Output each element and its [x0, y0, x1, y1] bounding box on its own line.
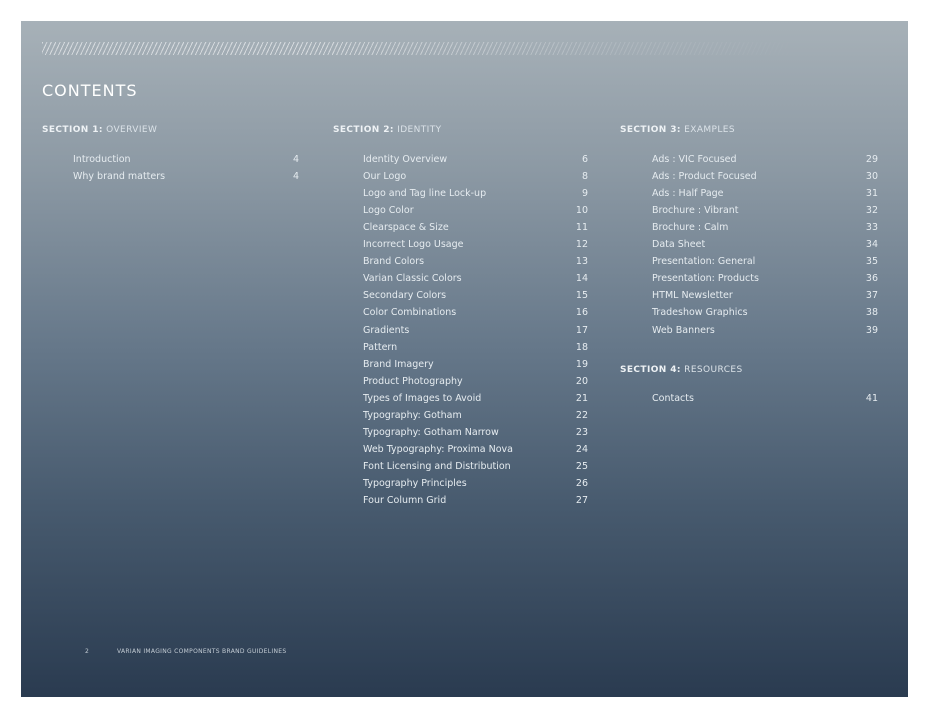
toc-entry-label: Gradients	[363, 324, 410, 336]
toc-entry[interactable]	[363, 270, 588, 287]
section-heading	[620, 125, 735, 135]
toc-entry-label: Contacts	[652, 393, 694, 404]
toc-entry-page-number: 4	[292, 154, 299, 165]
toc-entry-page-number: 34	[865, 239, 878, 251]
toc-entry[interactable]	[363, 322, 588, 339]
toc-entry-page-number: 6	[581, 154, 588, 165]
toc-entry[interactable]	[363, 441, 588, 458]
toc-entry-label: Product Photography	[363, 375, 463, 387]
toc-entry[interactable]	[363, 373, 588, 390]
toc-entry-label: Tradeshow Graphics	[652, 307, 748, 319]
toc-entry-label: Varian Classic Colors	[363, 273, 462, 285]
footer-document-title: VARIAN IMAGING COMPONENTS BRAND GUIDELINES	[117, 648, 287, 655]
toc-entry-page-number: 21	[575, 392, 588, 404]
toc-entry[interactable]	[363, 151, 588, 168]
toc-entry-page-number: 30	[865, 171, 878, 183]
toc-entry-page-number: 31	[865, 188, 878, 200]
toc-entry-page-number: 33	[865, 222, 878, 234]
section-heading	[333, 125, 442, 135]
toc-entry-page-number: 25	[575, 460, 588, 472]
toc-entry[interactable]	[363, 185, 588, 202]
toc-entry[interactable]	[652, 270, 878, 287]
toc-entry[interactable]	[363, 253, 588, 270]
toc-entry[interactable]	[363, 287, 588, 304]
toc-entry-page-number: 22	[575, 409, 588, 421]
toc-entry-label: Brochure : Calm	[652, 222, 729, 234]
toc-entry-page-number: 10	[575, 205, 588, 217]
section-number: SECTION 3:	[620, 125, 681, 135]
toc-entry-page-number: 19	[575, 358, 588, 370]
toc-entry-page-number: 23	[575, 426, 588, 438]
toc-entry[interactable]	[363, 304, 588, 321]
hatch-pattern-decoration	[42, 42, 802, 55]
toc-entry-page-number: 14	[575, 273, 588, 285]
toc-entry[interactable]	[363, 458, 588, 475]
toc-entry-page-number: 36	[865, 273, 878, 285]
section-name: IDENTITY	[397, 125, 442, 135]
toc-entry[interactable]	[363, 475, 588, 492]
toc-entry-page-number: 12	[575, 239, 588, 251]
toc-entry[interactable]	[363, 236, 588, 253]
toc-entry-label: Incorrect Logo Usage	[363, 239, 464, 251]
toc-entry-label: Brochure : Vibrant	[652, 205, 739, 217]
toc-entry[interactable]	[652, 304, 878, 321]
page-title: CONTENTS	[42, 81, 138, 100]
toc-entry[interactable]	[652, 168, 878, 185]
toc-entry-label: Typography: Gotham	[363, 409, 462, 421]
toc-entry-page-number: 38	[865, 307, 878, 319]
toc-entry[interactable]	[652, 185, 878, 202]
toc-entry[interactable]	[363, 424, 588, 441]
toc-entry-label: Brand Colors	[363, 256, 425, 268]
section-name: OVERVIEW	[106, 125, 158, 135]
toc-entry-page-number: 8	[581, 171, 588, 183]
toc-entry-label: Typography: Gotham Narrow	[363, 426, 499, 438]
toc-entry-page-number: 32	[865, 205, 878, 217]
toc-entry-label: Color Combinations	[363, 307, 457, 319]
toc-entry[interactable]	[363, 492, 588, 509]
footer-page-number: 2	[85, 648, 90, 655]
toc-entry[interactable]	[652, 236, 878, 253]
toc-entry-label: HTML Newsletter	[652, 290, 733, 302]
toc-entry-label: Pattern	[363, 341, 398, 353]
toc-entry[interactable]	[363, 202, 588, 219]
toc-entry-label: Web Typography: Proxima Nova	[363, 443, 513, 455]
toc-entry-label: Secondary Colors	[363, 290, 447, 302]
toc-entry[interactable]	[73, 151, 299, 168]
toc-entry-label: Our Logo	[363, 171, 407, 183]
section-number: SECTION 1:	[42, 125, 103, 135]
toc-entry-page-number: 41	[865, 393, 878, 404]
toc-entry[interactable]	[363, 407, 588, 424]
toc-entry-label: Ads : Half Page	[652, 188, 724, 200]
section-number: SECTION 4:	[620, 365, 681, 375]
toc-entry-label: Data Sheet	[652, 239, 706, 251]
toc-entry-label: Brand Imagery	[363, 358, 434, 370]
toc-entry-page-number: 26	[575, 477, 588, 489]
toc-entry-page-number: 13	[575, 256, 588, 268]
section-name: EXAMPLES	[684, 125, 735, 135]
toc-entry[interactable]	[652, 151, 878, 168]
toc-entry-page-number: 20	[575, 375, 588, 387]
toc-entry-page-number: 17	[575, 324, 588, 336]
toc-entry-page-number: 11	[575, 222, 588, 234]
toc-entry-page-number: 27	[575, 495, 588, 506]
toc-entry[interactable]	[363, 219, 588, 236]
toc-entry-page-number: 16	[575, 307, 588, 319]
toc-entry[interactable]	[363, 339, 588, 356]
toc-entry-label: Logo and Tag line Lock-up	[363, 188, 487, 200]
toc-entry-page-number: 9	[581, 188, 588, 200]
toc-entry[interactable]	[652, 287, 878, 304]
toc-entry-label: Why brand matters	[73, 171, 166, 183]
toc-entry-label: Web Banners	[652, 324, 715, 336]
toc-entry-label: Presentation: Products	[652, 273, 759, 285]
toc-entry[interactable]	[363, 168, 588, 185]
section-name: RESOURCES	[684, 365, 743, 375]
section-number: SECTION 2:	[333, 125, 394, 135]
toc-entry[interactable]	[652, 390, 878, 407]
toc-entry[interactable]	[652, 202, 878, 219]
toc-entry-label: Ads : VIC Focused	[652, 154, 737, 165]
section-heading	[620, 365, 743, 375]
toc-entry[interactable]	[652, 219, 878, 236]
toc-entry-label: Introduction	[73, 154, 131, 165]
toc-entry-page-number: 29	[865, 154, 878, 165]
toc-entry-page-number: 18	[575, 341, 588, 353]
toc-entry-label: Identity Overview	[363, 154, 448, 165]
toc-entry-label: Logo Color	[363, 205, 414, 217]
document-page	[21, 21, 908, 697]
toc-entry-label: Four Column Grid	[363, 495, 447, 506]
toc-entry-page-number: 39	[865, 324, 878, 336]
toc-entry-page-number: 35	[865, 256, 878, 268]
toc-entry-label: Font Licensing and Distribution	[363, 460, 511, 472]
toc-entry[interactable]	[363, 356, 588, 373]
toc-entry-label: Ads : Product Focused	[652, 171, 757, 183]
toc-entry[interactable]	[652, 253, 878, 270]
toc-entry-page-number: 37	[865, 290, 878, 302]
toc-entry-page-number: 4	[292, 171, 299, 183]
toc-entry[interactable]	[73, 168, 299, 185]
toc-entry-label: Clearspace & Size	[363, 222, 449, 234]
section-heading	[42, 125, 157, 135]
toc-entry[interactable]	[652, 322, 878, 339]
toc-entry[interactable]	[363, 390, 588, 407]
toc-entry-page-number: 24	[575, 443, 588, 455]
toc-entry-page-number: 15	[575, 290, 588, 302]
toc-entry-label: Presentation: General	[652, 256, 756, 268]
toc-entry-label: Types of Images to Avoid	[363, 392, 482, 404]
toc-entry-label: Typography Principles	[363, 477, 467, 489]
